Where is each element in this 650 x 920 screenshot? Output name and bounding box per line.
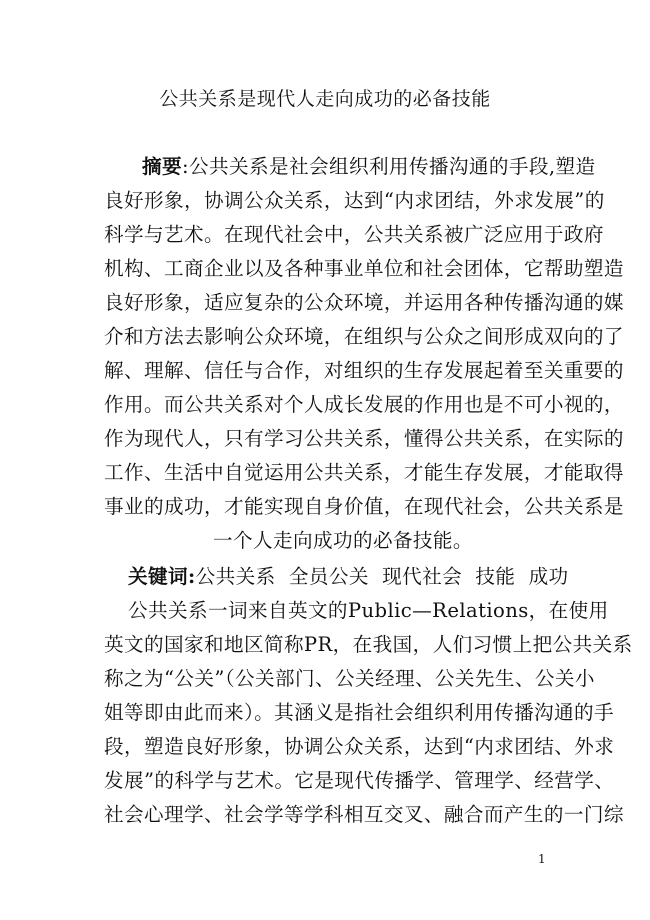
abstract-line: 作用。而公共关系对个人成长发展的作用也是不可小视的， <box>104 393 624 416</box>
abstract-last-line: 一个人走向成功的必备技能。 <box>213 529 473 552</box>
abstract-line: 良好形象，协调公众关系，达到“内求团结，外求发展”的 <box>104 189 605 212</box>
body-line: 发展”的科学与艺术。它是现代传播学、管理学、经营学、 <box>104 769 615 792</box>
abstract-line: 工作、生活中自觉运用公共关系，才能生存发展，才能取得 <box>104 461 624 484</box>
body-line: 社会心理学、社会学等学科相互交叉、融合而产生的一门综 <box>104 803 624 826</box>
abstract-line: 作为现代人，只有学习公共关系，懂得公共关系，在实际的 <box>104 427 624 450</box>
abstract-line: 良好形象，适应复杂的公众环境，并运用各种传播沟通的媒 <box>104 291 624 314</box>
abstract-line: 介和方法去影响公众环境，在组织与公众之间形成双向的了 <box>104 325 624 348</box>
abstract-line: :公共关系是社会组织利用传播沟通的手段,塑造 <box>182 155 596 178</box>
body-line: 称之为“公关”（公关部门、公关经理、公关先生、公关小 <box>104 667 595 690</box>
page-number: 1 <box>538 852 546 866</box>
document-title: 公共关系是现代人走向成功的必备技能 <box>159 88 491 110</box>
keywords-text: 公共关系 全员公关 现代社会 技能 成功 <box>195 565 569 588</box>
abstract-line: 机构、工商企业以及各种事业单位和社会团体，它帮助塑造 <box>104 257 624 280</box>
abstract-line: 事业的成功，才能实现自身价值，在现代社会，公共关系是 <box>104 495 624 518</box>
body-first-line: 公共关系一词来自英文的Public—Relations，在使用 <box>128 599 609 622</box>
keywords-label: 关键词: <box>128 565 196 588</box>
body-line: 段，塑造良好形象，协调公众关系，达到“内求团结、外求 <box>104 735 615 758</box>
abstract-line: 解、理解、信任与合作，对组织的生存发展起着至关重要的 <box>104 359 624 382</box>
body-line: 英文的国家和地区简称PR，在我国，人们习惯上把公共关系 <box>104 633 633 656</box>
abstract-label: 摘要 <box>142 155 182 178</box>
keywords-line <box>128 560 569 594</box>
abstract-line: 科学与艺术。在现代社会中，公共关系被广泛应用于政府 <box>104 223 604 246</box>
body-line: 姐等即由此而来）。其涵义是指社会组织利用传播沟通的手 <box>104 701 615 724</box>
abstract-first-line <box>142 150 596 184</box>
